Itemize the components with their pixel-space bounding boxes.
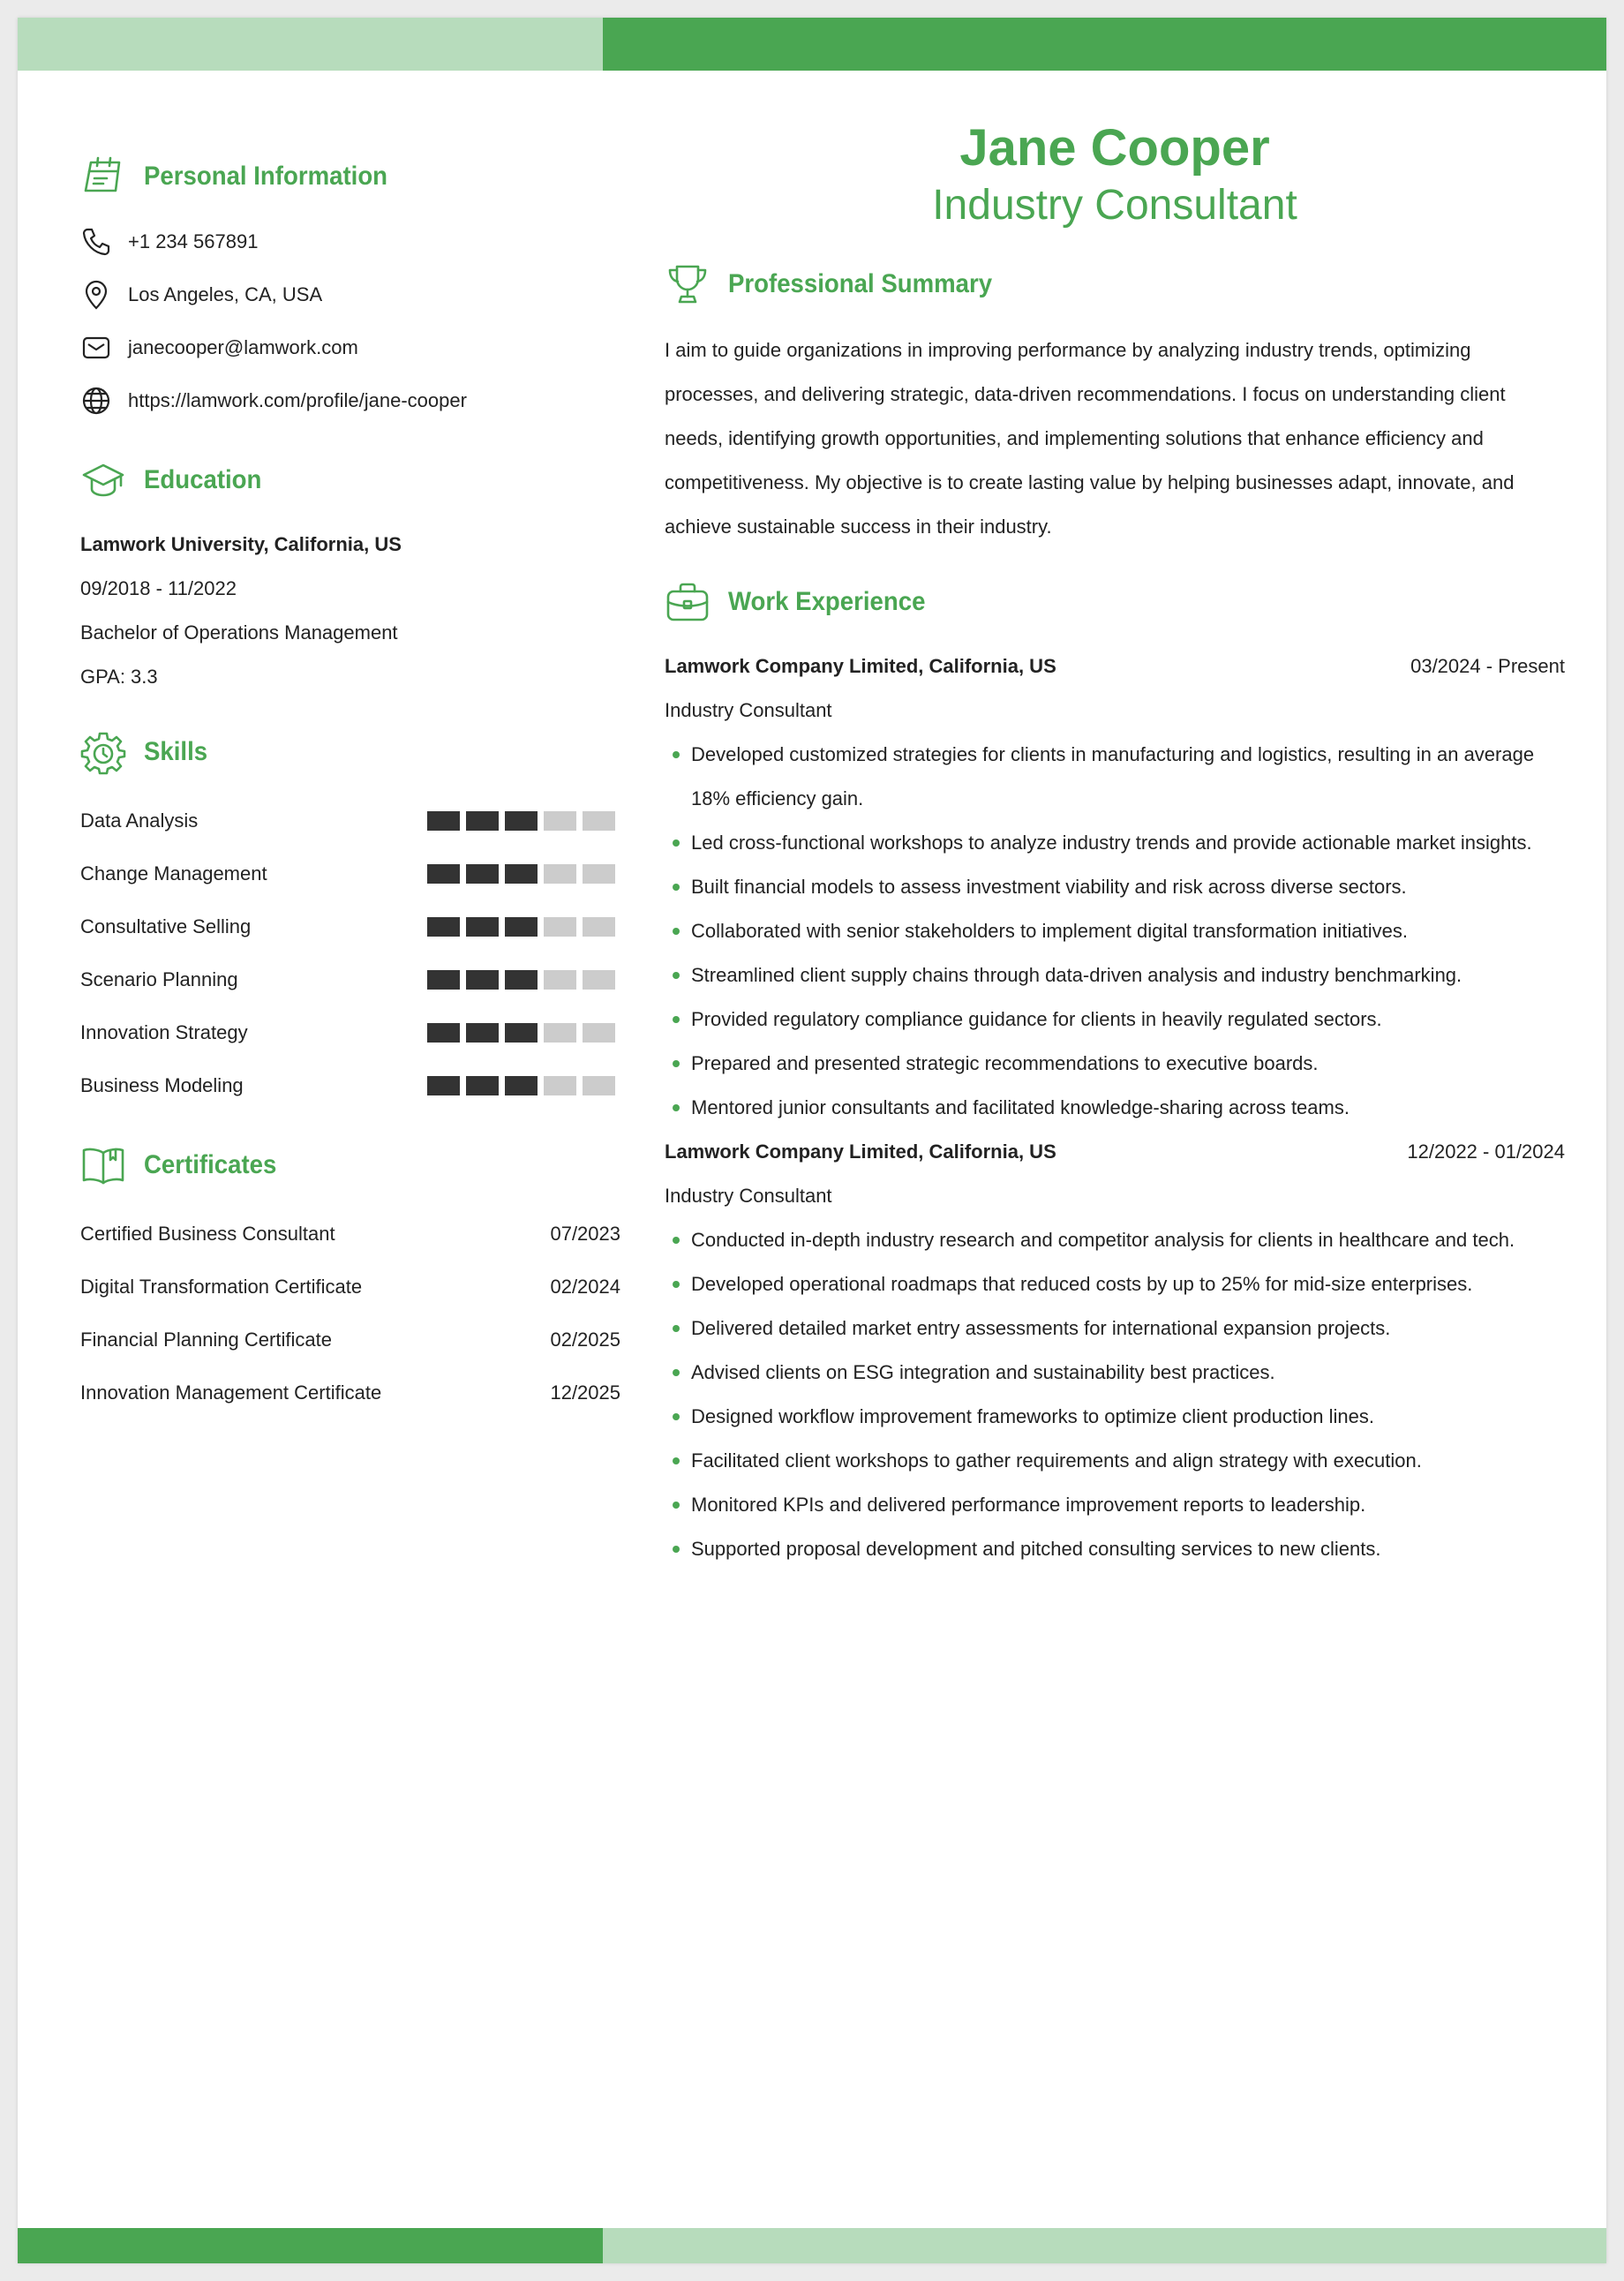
- skill-level-filled: [505, 1076, 538, 1095]
- right-column: [665, 117, 1565, 1571]
- job-company: Lamwork Company Limited, California, US: [665, 1140, 1056, 1163]
- job-bullet: Supported proposal development and pitched consulting services to new clients.: [665, 1527, 1565, 1571]
- job-entry: [665, 1130, 1565, 1571]
- contact-location: [80, 268, 620, 321]
- summary-heading: [665, 258, 1565, 311]
- skill-level-filled: [466, 1076, 499, 1095]
- gear-clock-icon: [80, 729, 126, 775]
- skill-row: [80, 900, 620, 953]
- certificate-row: [80, 1261, 620, 1314]
- skill-level-bars: [427, 864, 615, 884]
- certificate-date: 02/2024: [550, 1276, 620, 1298]
- skill-level-filled: [427, 1076, 460, 1095]
- skill-level-empty: [583, 1023, 615, 1043]
- education-gpa: GPA: 3.3: [80, 666, 158, 688]
- certificate-row: [80, 1314, 620, 1366]
- jobs-list: [665, 644, 1565, 1571]
- skills-title: Skills: [144, 737, 208, 766]
- education-heading: [80, 454, 620, 507]
- skill-level-empty: [583, 864, 615, 884]
- experience-title: Work Experience: [728, 587, 926, 616]
- skill-level-filled: [466, 864, 499, 884]
- skill-level-empty: [544, 1076, 576, 1095]
- skill-level-filled: [505, 917, 538, 937]
- skill-name: Consultative Selling: [80, 915, 252, 937]
- bottom-bar-light: [603, 2228, 1606, 2263]
- phone-text: +1 234 567891: [128, 230, 259, 252]
- education-school: Lamwork University, California, US: [80, 533, 402, 555]
- calendar-icon: [80, 154, 126, 199]
- skill-level-empty: [544, 917, 576, 937]
- skill-name: Data Analysis: [80, 809, 199, 832]
- skill-level-empty: [583, 917, 615, 937]
- education-title: Education: [144, 465, 262, 494]
- job-bullet: Collaborated with senior stakeholders to implement digital transformation initiatives.: [665, 909, 1565, 953]
- skill-level-filled: [505, 970, 538, 990]
- job-bullet: Facilitated client workshops to gather requirements and align strategy with execution.: [665, 1439, 1565, 1483]
- certificate-name: Certified Business Consultant: [80, 1223, 335, 1245]
- certificates-title: Certificates: [144, 1150, 277, 1179]
- briefcase-icon: [665, 579, 710, 625]
- job-bullet: Designed workflow improvement frameworks to optimize client production lines.: [665, 1395, 1565, 1439]
- skill-level-empty: [544, 864, 576, 884]
- skill-name: Change Management: [80, 862, 267, 885]
- summary-text: I aim to guide organizations in improving performance by analyzing industry trends, optimizing processes, and delivering strategic, data-driven recommendations. I focus on understanding client needs, identifying growth opportunities, and implementing solutions that enhance efficiency and competitiveness. My objective is to create lasting value by helping businesses adapt, innovate, and achieve sustainable success in their industry.: [665, 339, 1515, 538]
- skill-row: [80, 1006, 620, 1059]
- skill-level-filled: [505, 1023, 538, 1043]
- job-role: Industry Consultant: [665, 699, 832, 721]
- job-bullet: Built financial models to assess investment viability and risk across diverse sectors.: [665, 865, 1565, 909]
- contact-phone: [80, 215, 620, 268]
- skill-row: [80, 847, 620, 900]
- skill-level-bars: [427, 811, 615, 831]
- skill-level-filled: [466, 811, 499, 831]
- globe-icon: [80, 385, 112, 417]
- resume-page: [18, 18, 1606, 2263]
- skill-level-bars: [427, 1023, 615, 1043]
- skills-heading: [80, 726, 620, 779]
- skill-level-filled: [427, 970, 460, 990]
- job-company: Lamwork Company Limited, California, US: [665, 655, 1056, 677]
- open-book-icon: [80, 1142, 126, 1188]
- job-bullet: Streamlined client supply chains through data-driven analysis and industry benchmarking.: [665, 953, 1565, 997]
- skill-level-bars: [427, 1076, 615, 1095]
- certificate-date: 12/2025: [550, 1381, 620, 1404]
- location-pin-icon: [80, 279, 112, 311]
- certificate-row: [80, 1208, 620, 1261]
- job-bullet: Delivered detailed market entry assessments for international expansion projects.: [665, 1306, 1565, 1351]
- job-header: [665, 644, 1565, 689]
- personal-info-title: Personal Information: [144, 162, 388, 191]
- skill-level-filled: [427, 1023, 460, 1043]
- certificate-date: 07/2023: [550, 1223, 620, 1245]
- phone-icon: [80, 226, 112, 258]
- skills-list: [80, 794, 620, 1112]
- email-text: janecooper@lamwork.com: [128, 336, 358, 358]
- job-entry: [665, 644, 1565, 1130]
- skill-name: Scenario Planning: [80, 968, 238, 990]
- skill-level-empty: [583, 1076, 615, 1095]
- job-role: Industry Consultant: [665, 1185, 832, 1207]
- education-degree: Bachelor of Operations Management: [80, 621, 398, 644]
- bottom-bar-dark: [18, 2228, 603, 2263]
- certificates-heading: [80, 1139, 620, 1192]
- job-bullet: Mentored junior consultants and facilitated knowledge-sharing across teams.: [665, 1086, 1565, 1130]
- job-bullet: Advised clients on ESG integration and sustainability best practices.: [665, 1351, 1565, 1395]
- skill-level-empty: [544, 811, 576, 831]
- experience-heading: [665, 576, 1565, 629]
- contact-email: [80, 321, 620, 374]
- skill-level-filled: [505, 864, 538, 884]
- contact-website: [80, 374, 620, 427]
- skill-level-empty: [583, 970, 615, 990]
- mail-icon: [80, 332, 112, 364]
- skill-level-filled: [427, 864, 460, 884]
- job-dates: 03/2024 - Present: [1410, 655, 1565, 677]
- top-bar-dark: [603, 18, 1606, 71]
- job-bullet: Developed customized strategies for clients in manufacturing and logistics, resulting in an average 18% efficiency gain.: [665, 733, 1565, 821]
- skill-level-empty: [583, 811, 615, 831]
- candidate-title: Industry Consultant: [932, 182, 1297, 229]
- job-bullet: Provided regulatory compliance guidance for clients in heavily regulated sectors.: [665, 997, 1565, 1042]
- skill-level-empty: [544, 1023, 576, 1043]
- skill-level-bars: [427, 970, 615, 990]
- certificate-name: Digital Transformation Certificate: [80, 1276, 363, 1298]
- job-bullet: Prepared and presented strategic recommendations to executive boards.: [665, 1042, 1565, 1086]
- job-bullets: [665, 1218, 1565, 1571]
- personal-info-heading: [80, 150, 620, 203]
- job-bullets: [665, 733, 1565, 1130]
- trophy-icon: [665, 261, 710, 307]
- certificate-date: 02/2025: [550, 1329, 620, 1351]
- job-bullet: Led cross-functional workshops to analyze industry trends and provide actionable market insights.: [665, 821, 1565, 865]
- top-bar-light: [18, 18, 603, 71]
- skill-level-filled: [466, 970, 499, 990]
- certificate-row: [80, 1366, 620, 1419]
- skill-level-empty: [544, 970, 576, 990]
- skill-level-filled: [505, 811, 538, 831]
- skill-name: Business Modeling: [80, 1074, 244, 1096]
- job-dates: 12/2022 - 01/2024: [1407, 1140, 1565, 1163]
- skill-row: [80, 794, 620, 847]
- certificates-list: [80, 1208, 620, 1419]
- summary-title: Professional Summary: [728, 269, 993, 298]
- job-bullet: Conducted in-depth industry research and competitor analysis for clients in healthcare and tech.: [665, 1218, 1565, 1262]
- website-text: https://lamwork.com/profile/jane-cooper: [128, 389, 467, 411]
- education-dates: 09/2018 - 11/2022: [80, 577, 237, 599]
- certificate-name: Financial Planning Certificate: [80, 1329, 332, 1351]
- location-text: Los Angeles, CA, USA: [128, 283, 323, 305]
- left-column: [80, 150, 620, 1419]
- skill-row: [80, 1059, 620, 1112]
- skill-level-filled: [466, 917, 499, 937]
- candidate-name: Jane Cooper: [959, 119, 1270, 177]
- job-bullet: Monitored KPIs and delivered performance improvement reports to leadership.: [665, 1483, 1565, 1527]
- job-bullet: Developed operational roadmaps that reduced costs by up to 25% for mid-size enterprises.: [665, 1262, 1565, 1306]
- skill-level-filled: [427, 917, 460, 937]
- skill-level-filled: [427, 811, 460, 831]
- skill-level-bars: [427, 917, 615, 937]
- job-header: [665, 1130, 1565, 1174]
- skill-row: [80, 953, 620, 1006]
- skill-level-filled: [466, 1023, 499, 1043]
- graduation-cap-icon: [80, 457, 126, 503]
- certificate-name: Innovation Management Certificate: [80, 1381, 382, 1404]
- skill-name: Innovation Strategy: [80, 1021, 248, 1043]
